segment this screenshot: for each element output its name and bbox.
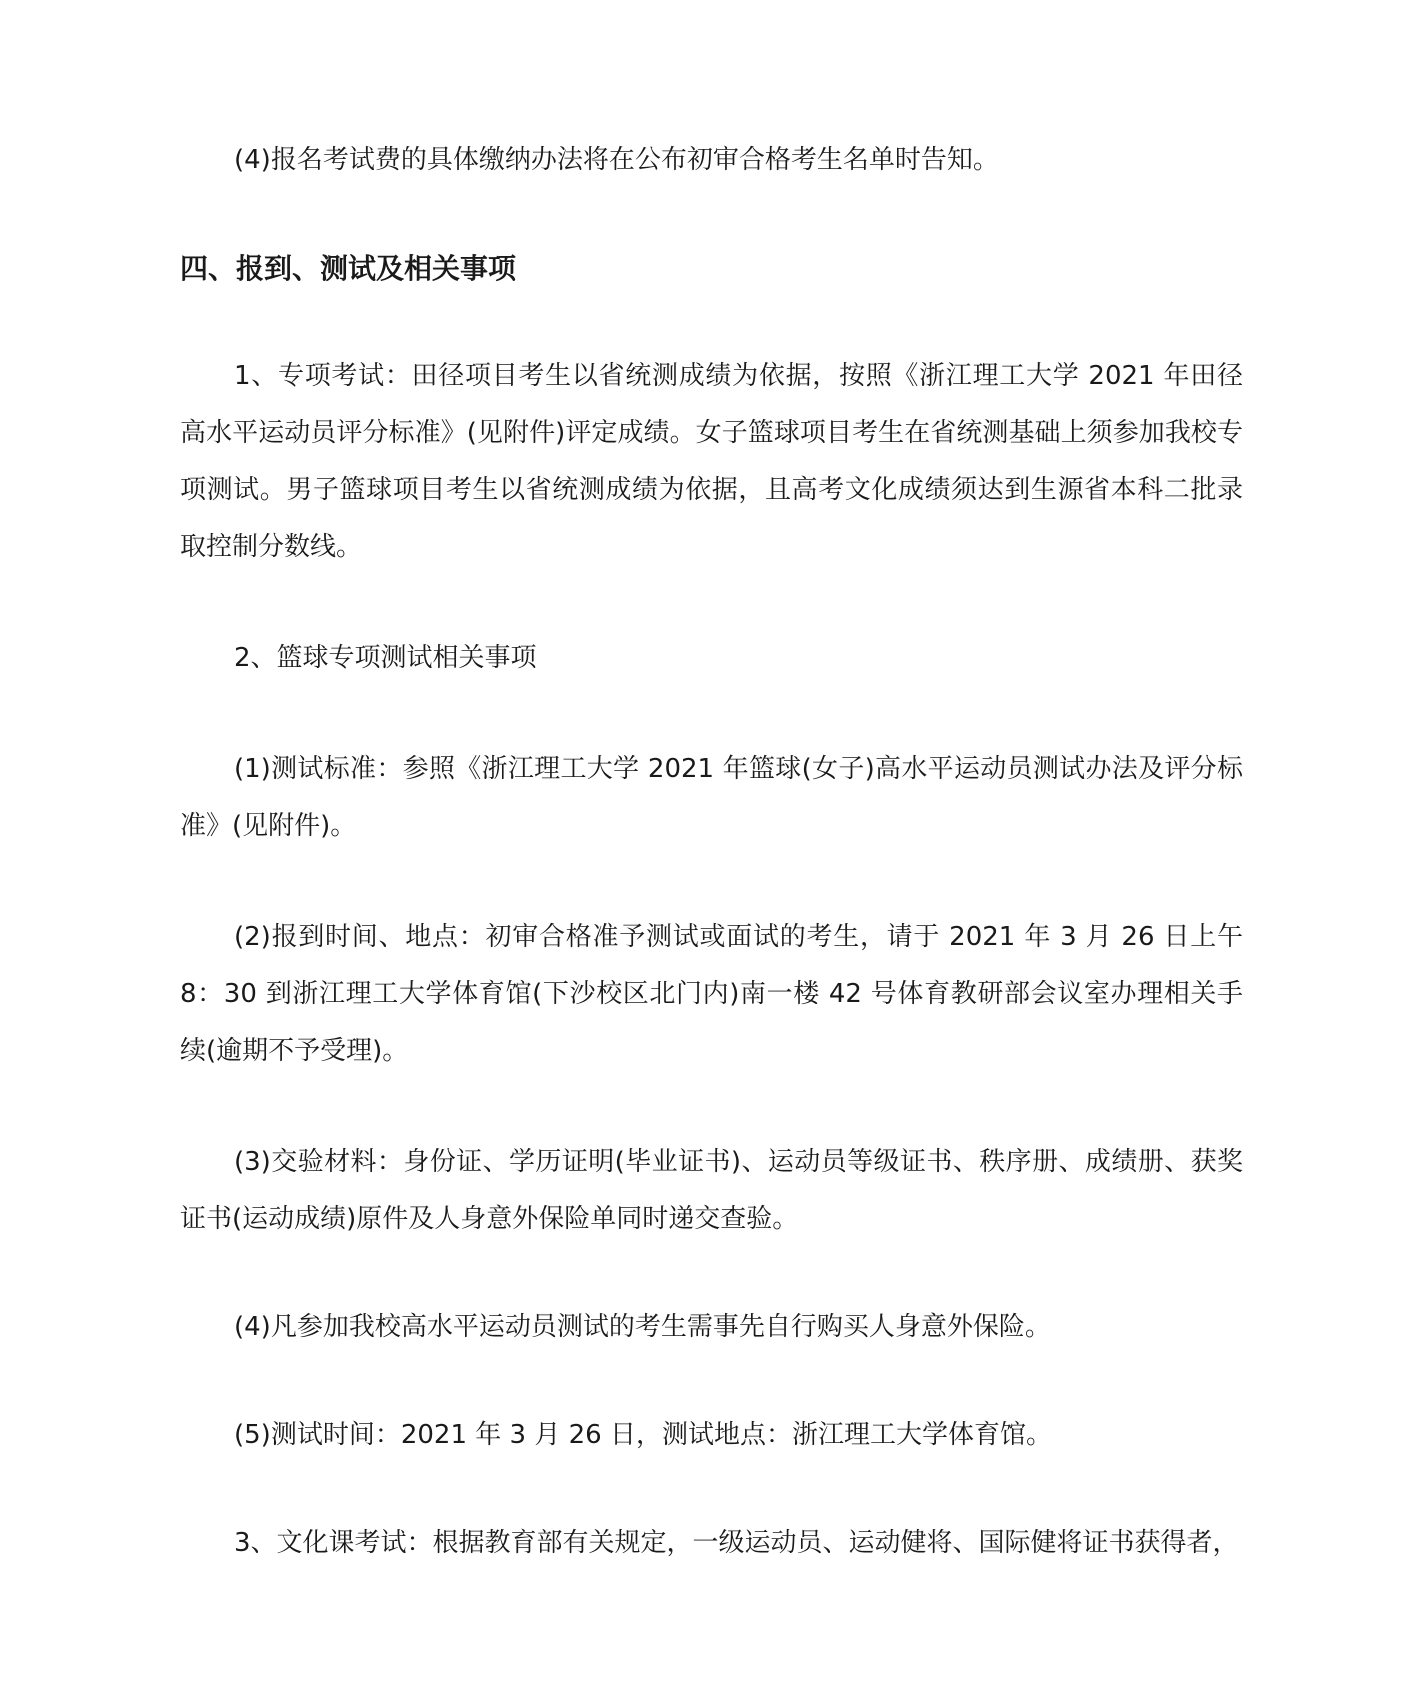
paragraph-test-standard: (1)测试标准：参照《浙江理工大学 2021 年篮球(女子)高水平运动员测试办法及评分标准》(见附件)。 bbox=[180, 754, 1243, 841]
section-heading-four: 四、报到、测试及相关事项 bbox=[180, 252, 517, 285]
paragraph-materials: (3)交验材料：身份证、学历证明(毕业证书)、运动员等级证书、秩序册、成绩册、获奖证书(运动成绩)原件及人身意外保险单同时递交查验。 bbox=[180, 1147, 1243, 1234]
paragraph-culture-exam: 3、文化课考试：根据教育部有关规定，一级运动员、运动健将、国际健将证书获得者， bbox=[234, 1528, 1239, 1558]
paragraph-special-exam: 1、专项考试：田径项目考生以省统测成绩为依据，按照《浙江理工大学 2021 年田径高水平运动员评分标准》(见附件)评定成绩。女子篮球项目考生在省统测基础上须参加我校专项测试。男子篮球项目考生以省统测成绩为依据，且高考文化成绩须达到生源省本科二批录取控制分数线。 bbox=[180, 361, 1243, 562]
paragraph-fee-payment: (4)报名考试费的具体缴纳办法将在公布初审合格考生名单时告知。 bbox=[234, 145, 999, 175]
paragraph-insurance: (4)凡参加我校高水平运动员测试的考生需事先自行购买人身意外保险。 bbox=[234, 1312, 1051, 1342]
paragraph-basketball-heading: 2、篮球专项测试相关事项 bbox=[234, 643, 537, 673]
paragraph-test-time-place: (5)测试时间：2021 年 3 月 26 日，测试地点：浙江理工大学体育馆。 bbox=[234, 1420, 1052, 1450]
document-body bbox=[180, 132, 1243, 1572]
paragraph-registration-time-place: (2)报到时间、地点：初审合格准予测试或面试的考生，请于 2021 年 3 月 26 日上午 8：30 到浙江理工大学体育馆(下沙校区北门内)南一楼 42 号体育教研部会议室办理相关手续(逾期不予受理)。 bbox=[180, 922, 1243, 1066]
